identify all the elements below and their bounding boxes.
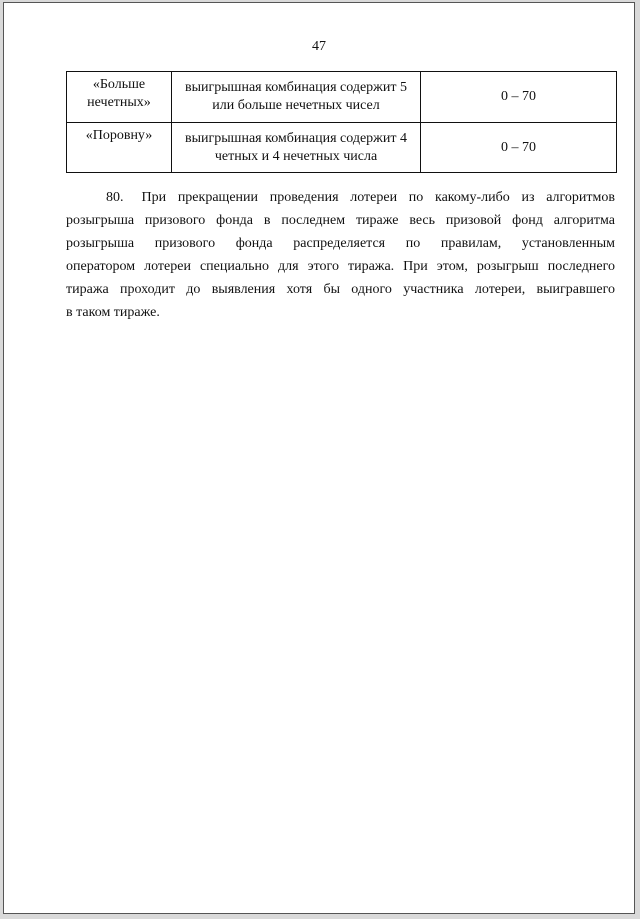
paragraph-line xyxy=(66,186,615,209)
condition-cell xyxy=(172,123,421,173)
combination-name-line: «Больше xyxy=(92,77,146,92)
table-row xyxy=(67,72,617,123)
condition-line: четных и 4 нечетных числа xyxy=(214,148,378,164)
condition-line: или больше нечетных чисел xyxy=(212,98,380,113)
document-page xyxy=(3,2,635,914)
condition-cell xyxy=(172,72,421,123)
combination-name-cell xyxy=(67,123,172,173)
condition-line: выигрышная комбинация содержит 4 xyxy=(185,130,407,146)
paragraph-line-text: При прекращении проведения лотереи по какому-либо из алгоритмов xyxy=(141,190,615,205)
condition-line: выигрышная комбинация содержит 5 xyxy=(185,80,407,95)
paragraph-line: оператором лотереи специально для этого тиража. При этом, розыгрыш последнего xyxy=(66,259,615,274)
paragraph-line: тиража проходит до выявления хотя бы одного участника лотереи, выигравшего xyxy=(66,282,615,297)
combination-name-line: «Поровну» xyxy=(85,128,153,143)
combination-name-line: нечетных» xyxy=(87,95,151,110)
range-cell: 0 – 70 xyxy=(421,72,617,123)
paragraph-80 xyxy=(66,186,615,324)
table-row xyxy=(67,123,617,173)
prize-table xyxy=(66,71,617,173)
paragraph-line: розыгрыша призового фонда распределяется по правилам, установленным xyxy=(66,236,615,251)
page-number: 47 xyxy=(312,39,326,54)
range-cell: 0 – 70 xyxy=(421,123,617,173)
paragraph-line: розыгрыша призового фонда в последнем тираже весь призовой фонд алгоритма xyxy=(66,213,615,228)
paragraph-number: 80. xyxy=(106,190,124,205)
paragraph-line: в таком тираже. xyxy=(66,305,160,320)
combination-name-cell xyxy=(67,72,172,123)
